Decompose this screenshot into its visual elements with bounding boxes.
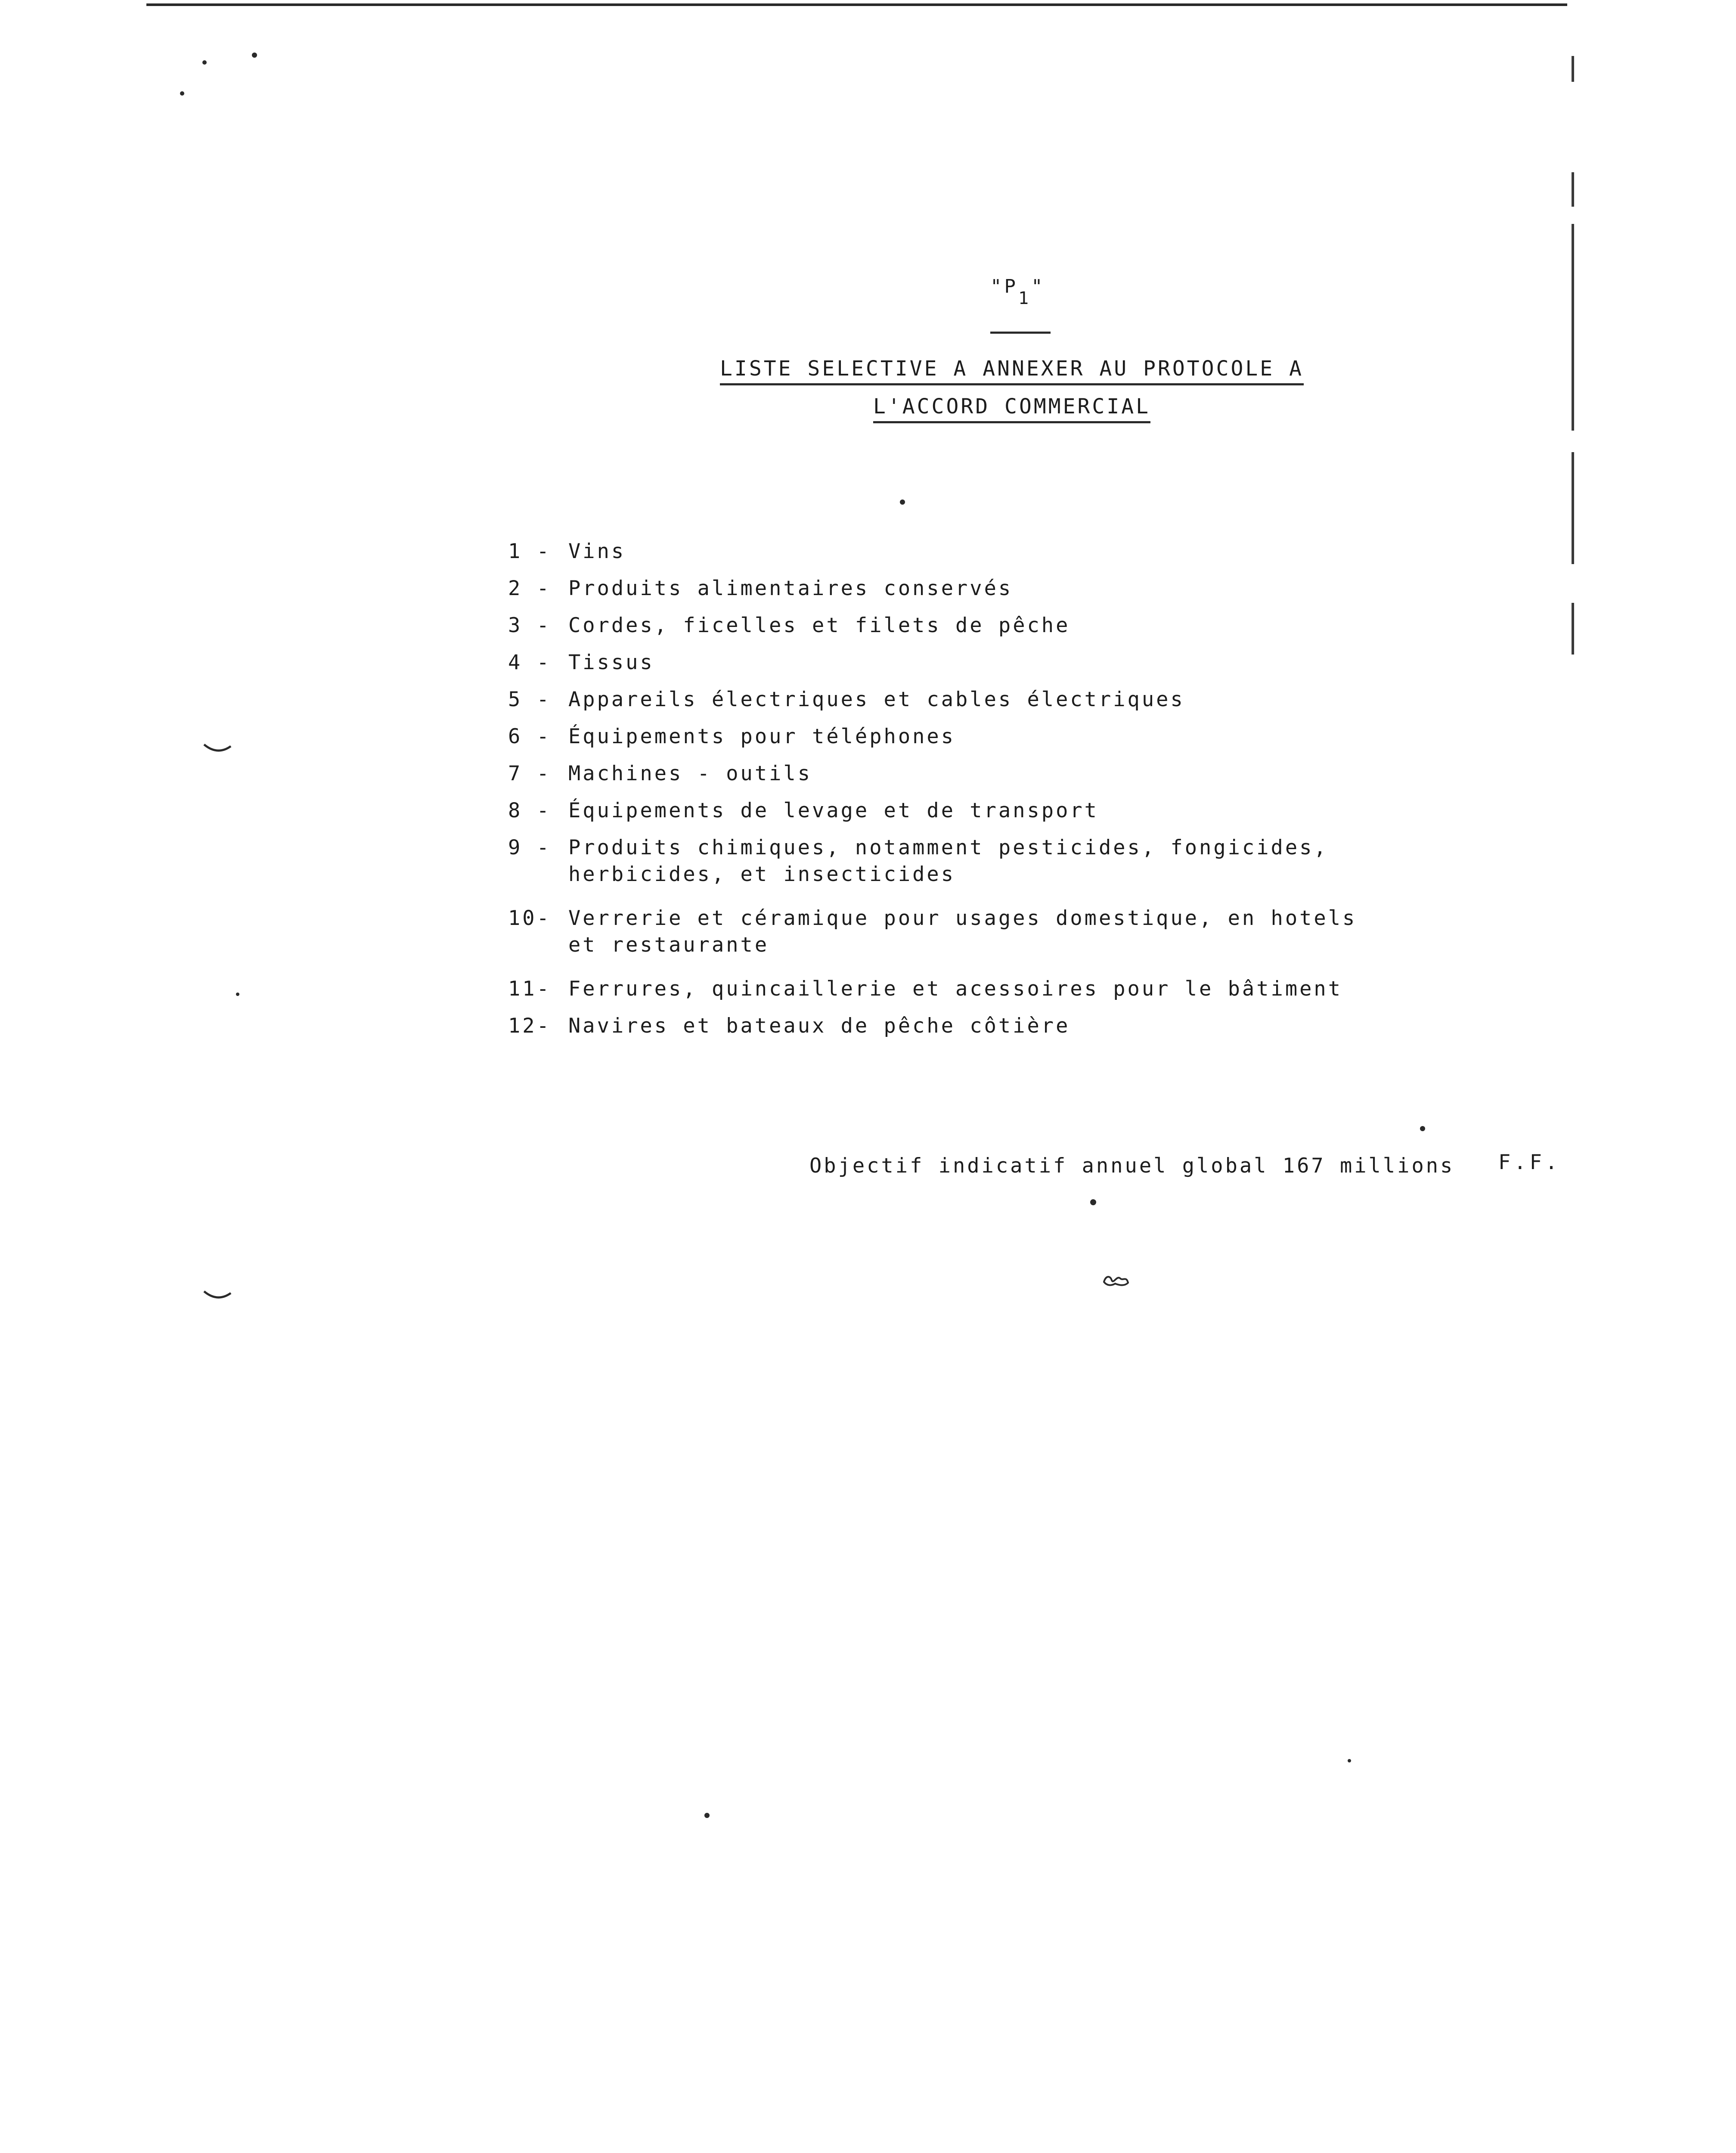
item-text: Ferrures, quincaillerie et acessoires pour le bâtiment bbox=[568, 977, 1343, 1001]
list-item bbox=[508, 538, 1412, 565]
item-number: 5 - bbox=[508, 688, 551, 711]
annex-reference: "P1" bbox=[990, 276, 1045, 308]
item-text: Cordes, ficelles et filets de pêche bbox=[568, 614, 1070, 637]
item-text: Produits chimiques, notamment pesticides, fongicides, herbicides, et insecticides bbox=[568, 836, 1328, 886]
item-text: Tissus bbox=[568, 651, 654, 674]
currency-unit: F.F. bbox=[1498, 1151, 1561, 1174]
item-number: 10- bbox=[508, 906, 551, 930]
item-text: Équipements pour téléphones bbox=[568, 725, 956, 748]
list-item bbox=[508, 575, 1412, 602]
list-item bbox=[508, 723, 1412, 750]
scan-speck bbox=[1420, 1126, 1425, 1131]
scan-speck bbox=[236, 993, 239, 996]
item-number: 7 - bbox=[508, 762, 551, 785]
handwritten-mark bbox=[1102, 1272, 1130, 1288]
item-number: 2 - bbox=[508, 577, 551, 600]
title-line-2: L'ACCORD COMMERCIAL bbox=[873, 394, 1150, 423]
list-item bbox=[508, 797, 1412, 824]
item-number: 3 - bbox=[508, 614, 551, 637]
scan-speck bbox=[1090, 1199, 1096, 1205]
list-item bbox=[508, 760, 1412, 787]
annual-objective: Objectif indicatif annuel global 167 millions bbox=[809, 1154, 1455, 1178]
scan-speck bbox=[252, 53, 257, 58]
item-number: 9 - bbox=[508, 836, 551, 859]
list-item bbox=[508, 612, 1412, 639]
document-subtitle bbox=[706, 394, 1318, 419]
item-number: 4 - bbox=[508, 651, 551, 674]
list-item bbox=[508, 976, 1412, 1002]
item-text: Appareils électriques et cables électriques bbox=[568, 688, 1185, 711]
scan-speck bbox=[180, 91, 184, 96]
item-text: Machines - outils bbox=[568, 762, 812, 785]
scan-speck bbox=[1348, 1759, 1351, 1762]
annex-subscript: 1 bbox=[1018, 289, 1032, 308]
list-item bbox=[508, 1013, 1412, 1039]
item-number: 1 - bbox=[508, 540, 551, 563]
title-line-1: LISTE SELECTIVE A ANNEXER AU PROTOCOLE A bbox=[720, 357, 1304, 385]
punch-hole-mark bbox=[202, 743, 232, 756]
product-list bbox=[508, 538, 1412, 1050]
item-text: Produits alimentaires conservés bbox=[568, 577, 1013, 600]
item-text: Vins bbox=[568, 540, 626, 563]
item-number: 6 - bbox=[508, 725, 551, 748]
scan-speck bbox=[704, 1813, 710, 1818]
list-item bbox=[508, 686, 1412, 713]
annex-reference-underline bbox=[990, 332, 1051, 334]
scan-speck bbox=[202, 60, 207, 65]
list-item bbox=[508, 905, 1412, 959]
scan-speck bbox=[900, 499, 905, 505]
item-text: Équipements de levage et de transport bbox=[568, 799, 1099, 822]
item-text: Verrerie et céramique pour usages domestique, en hotels et restaurante bbox=[568, 906, 1357, 957]
punch-hole-mark bbox=[202, 1290, 232, 1303]
item-number: 11- bbox=[508, 977, 551, 1001]
document-title bbox=[706, 357, 1318, 381]
item-number: 12- bbox=[508, 1014, 551, 1038]
item-text: Navires et bateaux de pêche côtière bbox=[568, 1014, 1070, 1038]
list-item bbox=[508, 649, 1412, 676]
annex-letter: P bbox=[1004, 276, 1018, 298]
item-number: 8 - bbox=[508, 799, 551, 822]
list-item bbox=[508, 835, 1412, 888]
